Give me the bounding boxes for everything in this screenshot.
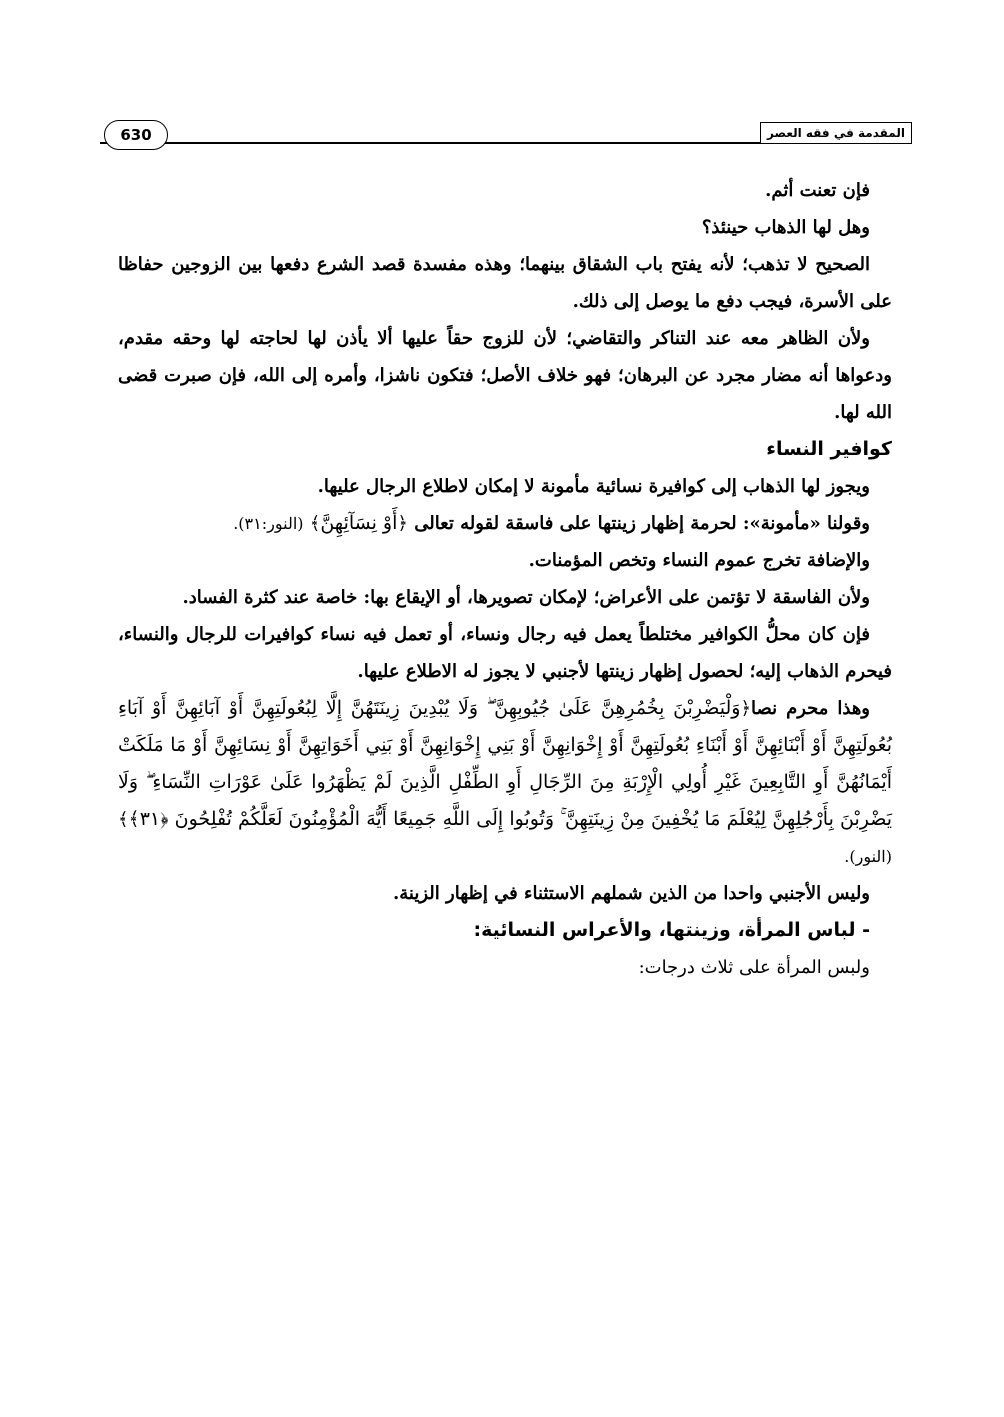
paragraph: ولبس المرأة على ثلاث درجات:: [638, 957, 870, 978]
quran-verse: وَلْيَضْرِبْنَ بِخُمُرِهِنَّ عَلَىٰ جُيُوبِهِنَّ ۖ وَلَا يُبْدِينَ زِينَتَهُنَّ إِلَّا لِبُعُولَتِهِنَّ أَوْ آبَائِهِنَّ أَوْ آبَاءِ بُعُولَتِهِنَّ أَوْ أَبْنَائِهِنَّ أَوْ أَبْنَاءِ بُعُولَتِهِنَّ أَوْ إِخْوَانِهِنَّ أَوْ بَنِي إِخْوَانِهِنَّ أَوْ بَنِي أَخَوَاتِهِنَّ أَوْ نِسَائِهِنَّ أَوْ مَا مَلَكَتْ أَيْمَانُهُنَّ أَوِ التَّابِعِينَ غَيْرِ أُولِي الْإِرْبَةِ مِنَ الرِّجَالِ أَوِ الطِّفْلِ الَّذِينَ لَمْ يَظْهَرُوا عَلَىٰ عَوْرَاتِ النِّسَاءِ ۖ وَلَا يَضْرِبْنَ بِأَرْجُلِهِنَّ لِيُعْلَمَ مَا يُخْفِينَ مِنْ زِينَتِهِنَّ ۚ وَتُوبُوا إِلَى اللَّهِ جَمِيعًا أَيُّهَ الْمُؤْمِنُونَ لَعَلَّكُمْ تُفْلِحُونَ ﴿٣١﴾: [118, 697, 892, 830]
paragraph: ولأن الظاهر معه عند التناكر والتقاضي؛ لأن للزوج حقاً عليها ألا يأذن لها لحاجته لها وحقه مقدم، ودعواها أنه مضار مجرد عن البرهان؛ فهو خلاف الأصل؛ فتكون ناشزا، وأمره إلى الله، فإن صبرت قضى الله لها.: [118, 328, 892, 423]
paragraph-with-verse: [118, 505, 892, 542]
verse-reference: (النور).: [844, 847, 892, 866]
section-heading: - لباس المرأة، وزينتها، والأعراس النسائية:: [473, 919, 870, 941]
paragraph-text: وهذا محرم نصا: [751, 698, 871, 719]
paragraph-text: وقولنا «مأمونة»: لحرمة إظهار زينتها على فاسقة لقوله تعالى: [414, 513, 870, 534]
page-body: [118, 172, 892, 986]
verse-open-bracket: ﴿: [740, 698, 752, 719]
verse-open-bracket: ﴿: [397, 513, 408, 534]
verse-reference: (النور:٣١).: [233, 514, 304, 533]
paragraph: ولأن الفاسقة لا تؤتمن على الأعراض؛ لإمكان تصويرها، أو الإيقاع بها: خاصة عند كثرة الفساد.: [182, 587, 870, 608]
quran-verse: أَوْ نِسَآئِهِنَّ: [320, 512, 398, 534]
paragraph: وليس الأجنبي واحدا من الذين شملهم الاستثناء في إظهار الزينة.: [393, 883, 870, 904]
paragraph: فإن تعنت أثم.: [765, 180, 870, 201]
paragraph: الصحيح لا تذهب؛ لأنه يفتح باب الشقاق بينهما؛ وهذه مفسدة قصد الشرع دفعها بين الزوجين حفاظا على الأسرة، فيجب دفع ما يوصل إلى ذلك.: [118, 254, 892, 312]
verse-close-bracket: ﴾: [118, 809, 129, 830]
paragraph: وهل لها الذهاب حينئذ؟: [701, 217, 870, 238]
section-heading: كوافير النساء: [766, 438, 892, 460]
paragraph-with-verse: [118, 690, 892, 875]
page-header: [100, 118, 912, 156]
paragraph: ويجوز لها الذهاب إلى كوافيرة نسائية مأمونة لا إمكان لاطلاع الرجال عليها.: [317, 476, 870, 497]
page-number: 630: [104, 120, 168, 150]
running-title: المقدمة في فقه العصر: [760, 122, 912, 144]
paragraph: والإضافة تخرج عموم النساء وتخص المؤمنات.: [528, 550, 870, 571]
paragraph: فإن كان محلُّ الكوافير مختلطاً يعمل فيه رجال ونساء، أو تعمل فيه نساء كوافيرات للرجال والنساء، فيحرم الذهاب إليه؛ لحصول إظهار زينتها لأجنبي لا يجوز له الاطلاع عليها.: [118, 624, 892, 682]
verse-close-bracket: ﴾: [309, 513, 321, 534]
